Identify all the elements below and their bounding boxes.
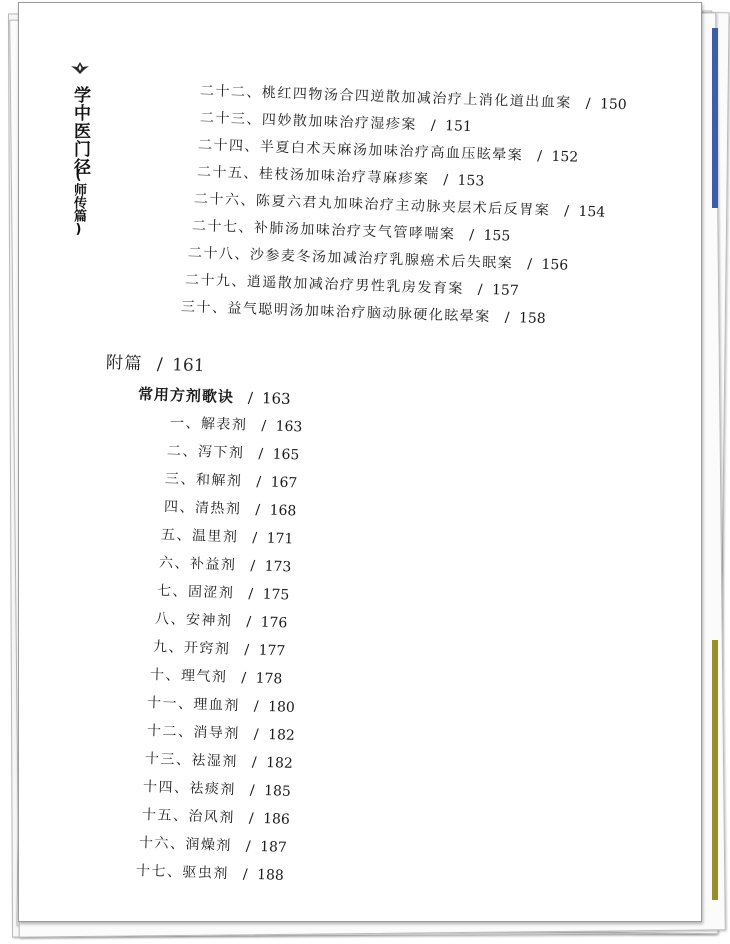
toc-page-number: 150 — [599, 96, 627, 114]
toc-entry-title: 二十二、桃红四物汤合四逆散加减治疗上消化道出血案 — [199, 83, 573, 112]
toc-page-number: 163 — [261, 389, 291, 409]
toc-page-number: 151 — [444, 118, 473, 136]
toc-entry-title: 二十三、四妙散加味治疗湿疹案 — [199, 110, 418, 134]
toc-page-number: 180 — [267, 699, 296, 716]
toc-separator: / — [247, 388, 255, 407]
toc-separator: / — [246, 614, 253, 631]
toc-entry-title: 二十八、沙参麦冬汤加减治疗乳腺癌术后失眠案 — [187, 245, 514, 272]
toc-separator: / — [255, 502, 262, 519]
toc-entry-title: 十五、治风剂 — [141, 807, 236, 827]
toc-entry-title: 十四、祛痰剂 — [142, 779, 237, 799]
toc-page-number: 182 — [265, 755, 294, 772]
toc-entry-title: 二十五、桂枝汤加味治疗荨麻疹案 — [196, 164, 430, 188]
toc-separator: / — [242, 866, 250, 883]
toc-separator: / — [443, 172, 450, 189]
toc-separator: / — [248, 586, 255, 603]
toc-separator: / — [253, 726, 261, 743]
toc-separator: / — [430, 117, 438, 134]
toc-separator: / — [248, 810, 256, 827]
toc-page-number: 188 — [256, 867, 285, 884]
toc-entry-title: 十、理气剂 — [149, 667, 228, 686]
toc-separator: / — [527, 256, 534, 273]
toc-entry-title: 二十七、补肺汤加味治疗支气管哮喘案 — [191, 218, 456, 243]
toc-page-number: 175 — [262, 586, 290, 604]
toc-entry-title: 六、补益剂 — [158, 555, 237, 574]
toc-separator: / — [245, 838, 253, 855]
toc-separator: / — [256, 474, 263, 491]
toc-entry-title: 附篇 — [105, 353, 144, 375]
toc-separator: / — [250, 558, 257, 575]
toc-separator: / — [241, 670, 248, 687]
toc-entry-title: 十二、消导剂 — [146, 723, 241, 743]
toc-page-number: 168 — [269, 502, 297, 520]
toc-separator: / — [504, 309, 512, 326]
toc-entry-title: 十三、祛湿剂 — [144, 751, 239, 771]
toc-entry-title: 二十六、陈夏六君丸加味治疗主动脉夹层术后反胃案 — [193, 191, 551, 219]
toc-separator: / — [258, 446, 265, 463]
toc-entry-title: 二十九、逍遥散加减治疗男性乳房发育案 — [184, 272, 465, 298]
toc-entry-title: 一、解表剂 — [169, 415, 248, 434]
toc-entry-title: 十七、驱虫剂 — [135, 863, 230, 883]
toc-separator: / — [563, 203, 571, 220]
toc-separator: / — [253, 698, 261, 715]
toc-page-number: 178 — [255, 670, 283, 688]
toc-page-number: 177 — [258, 642, 286, 660]
publisher-logo-icon — [70, 60, 90, 76]
toc-page-number: 186 — [262, 811, 291, 828]
cover-edge — [712, 28, 718, 208]
toc-entry-title: 五、温里剂 — [160, 527, 239, 546]
toc-page-number: 171 — [266, 530, 294, 548]
cover-edge — [712, 640, 718, 900]
toc-page-number: 155 — [483, 227, 511, 245]
toc-page-number: 187 — [259, 839, 288, 856]
toc-page-number: 167 — [270, 474, 298, 492]
toc-separator: / — [156, 354, 165, 375]
toc-entry-title: 四、清热剂 — [163, 499, 242, 518]
toc-page-number: 176 — [260, 614, 288, 632]
toc-page-number: 185 — [263, 783, 292, 800]
toc-page-number: 165 — [272, 446, 300, 464]
toc-page-number: 182 — [267, 727, 296, 744]
toc-entry-title: 三、和解剂 — [164, 471, 243, 490]
toc-page-number: 156 — [541, 256, 569, 274]
running-header-subtitle: (师传篇) — [71, 168, 86, 237]
toc-entry-title: 十一、理血剂 — [146, 695, 241, 715]
toc-separator: / — [477, 281, 485, 298]
toc-separator: / — [261, 418, 268, 435]
toc-separator: / — [469, 227, 476, 244]
toc-separator: / — [249, 782, 257, 799]
toc-page-number: 163 — [275, 418, 303, 436]
toc-separator: / — [537, 148, 544, 165]
toc-separator: / — [244, 642, 251, 659]
toc-entry-title: 二、泻下剂 — [166, 443, 245, 462]
toc-entry-title: 常用方剂歌诀 — [137, 385, 235, 407]
toc-entry-title: 八、安神剂 — [154, 611, 233, 630]
toc-page-number: 154 — [578, 203, 606, 221]
toc-page-number: 152 — [551, 148, 579, 166]
running-header-title: 学中医门径 — [70, 86, 90, 176]
toc-page-number: 153 — [457, 172, 485, 190]
toc-entry — [106, 348, 205, 376]
toc-separator: / — [251, 754, 259, 771]
toc-page-number: 158 — [518, 310, 546, 328]
toc-page-number: 157 — [491, 282, 520, 300]
toc-entry-title: 七、固涩剂 — [156, 583, 235, 602]
toc-page-number: 161 — [171, 355, 205, 377]
toc-entry-title: 九、开窍剂 — [152, 639, 231, 658]
toc-separator: / — [252, 530, 259, 547]
toc-separator: / — [585, 95, 593, 112]
toc-entry-title: 十六、润燥剂 — [138, 835, 233, 855]
toc-entry-title: 二十四、半夏白术天麻汤加味治疗高血压眩晕案 — [197, 137, 524, 164]
toc-page-number: 173 — [264, 558, 292, 576]
toc-entry-title: 三十、益气聪明汤加味治疗脑动脉硬化眩晕案 — [180, 299, 492, 326]
